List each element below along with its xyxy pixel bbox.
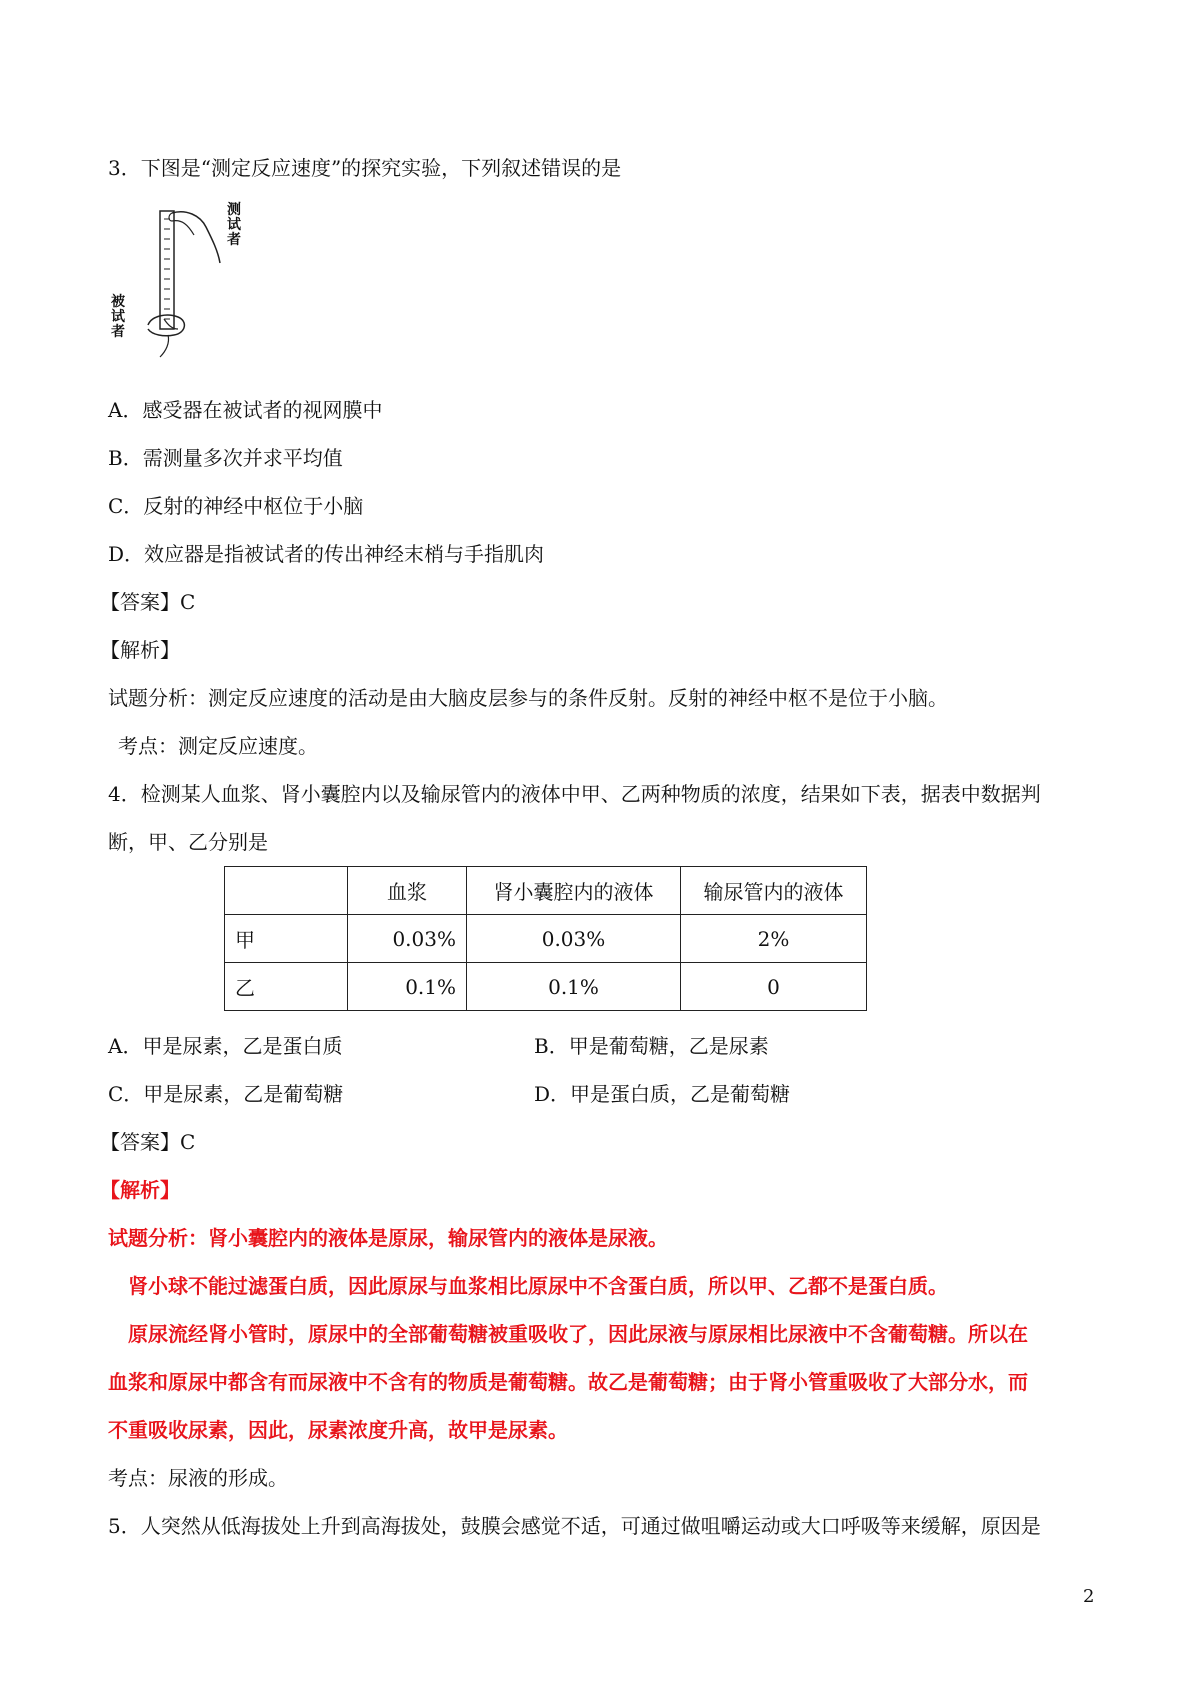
tester-label: 测试者 (227, 202, 241, 248)
table-cell: 0 (681, 963, 867, 1011)
table-cell: 0.03% (467, 915, 681, 963)
q3-option-d: D．效应器是指被试者的传出神经末梢与手指肌肉 (108, 542, 545, 566)
table-header-cell: 肾小囊腔内的液体 (467, 867, 681, 915)
q4-analysis-line: 试题分析：肾小囊腔内的液体是原尿，输尿管内的液体是尿液。 (108, 1226, 668, 1250)
reaction-test-figure (108, 202, 248, 365)
q3-analysis: 试题分析：测定反应速度的活动是由大脑皮层参与的条件反射。反射的神经中枢不是位于小脑。 (108, 686, 948, 710)
page-number: 2 (1083, 1586, 1095, 1607)
q4-option-c: C．甲是尿素，乙是葡萄糖 (108, 1082, 344, 1106)
subject-label: 被试者 (111, 294, 125, 340)
q4-option-d: D．甲是蛋白质，乙是葡萄糖 (534, 1082, 791, 1106)
q3-stem: 3．下图是“测定反应速度”的探究实验，下列叙述错误的是 (108, 156, 622, 180)
table-cell: 甲 (225, 915, 348, 963)
table-header-cell (225, 867, 348, 915)
q3-option-a: A．感受器在被试者的视网膜中 (108, 398, 383, 422)
q3-point: 考点：测定反应速度。 (118, 734, 318, 758)
table-row (225, 963, 867, 1011)
q3-answer: 【答案】C (100, 590, 196, 614)
q5-stem: 5．人突然从低海拔处上升到高海拔处，鼓膜会感觉不适，可通过做咀嚼运动或大口呼吸等来缓解，原因是 (108, 1514, 1041, 1538)
q4-answer: 【答案】C (100, 1130, 196, 1154)
table-row (225, 915, 867, 963)
q4-stem-line1: 4．检测某人血浆、肾小囊腔内以及输尿管内的液体中甲、乙两种物质的浓度，结果如下表，据表中数据判 (108, 782, 1041, 806)
q4-analysis-line: 血浆和原尿中都含有而尿液中不含有的物质是葡萄糖。故乙是葡萄糖；由于肾小管重吸收了大部分水，而 (108, 1370, 1028, 1394)
q4-analysis-line: 肾小球不能过滤蛋白质，因此原尿与血浆相比原尿中不含蛋白质，所以甲、乙都不是蛋白质。 (128, 1274, 948, 1298)
table-cell: 0.1% (467, 963, 681, 1011)
q4-point: 考点：尿液的形成。 (108, 1466, 288, 1490)
q4-analysis-line: 原尿流经肾小管时，原尿中的全部葡萄糖被重吸收了，因此尿液与原尿相比尿液中不含葡萄糖。所以在 (128, 1322, 1028, 1346)
q3-option-b: B．需测量多次并求平均值 (108, 446, 343, 470)
table-cell: 乙 (225, 963, 348, 1011)
concentration-table (224, 866, 867, 1011)
q4-analysis-line: 不重吸收尿素，因此，尿素浓度升高，故甲是尿素。 (108, 1418, 568, 1442)
table-header-row (225, 867, 867, 915)
q3-option-c: C．反射的神经中枢位于小脑 (108, 494, 364, 518)
table-header-cell: 输尿管内的液体 (681, 867, 867, 915)
q4-option-b: B．甲是葡萄糖，乙是尿素 (534, 1034, 769, 1058)
q4-stem-line2: 断，甲、乙分别是 (108, 830, 268, 854)
q4-analysis-title: 【解析】 (100, 1178, 180, 1202)
table-cell: 0.03% (348, 915, 467, 963)
table-header-cell: 血浆 (348, 867, 467, 915)
table-cell: 0.1% (348, 963, 467, 1011)
q4-option-a: A．甲是尿素，乙是蛋白质 (108, 1034, 343, 1058)
q3-analysis-title: 【解析】 (100, 638, 180, 662)
table-cell: 2% (681, 915, 867, 963)
